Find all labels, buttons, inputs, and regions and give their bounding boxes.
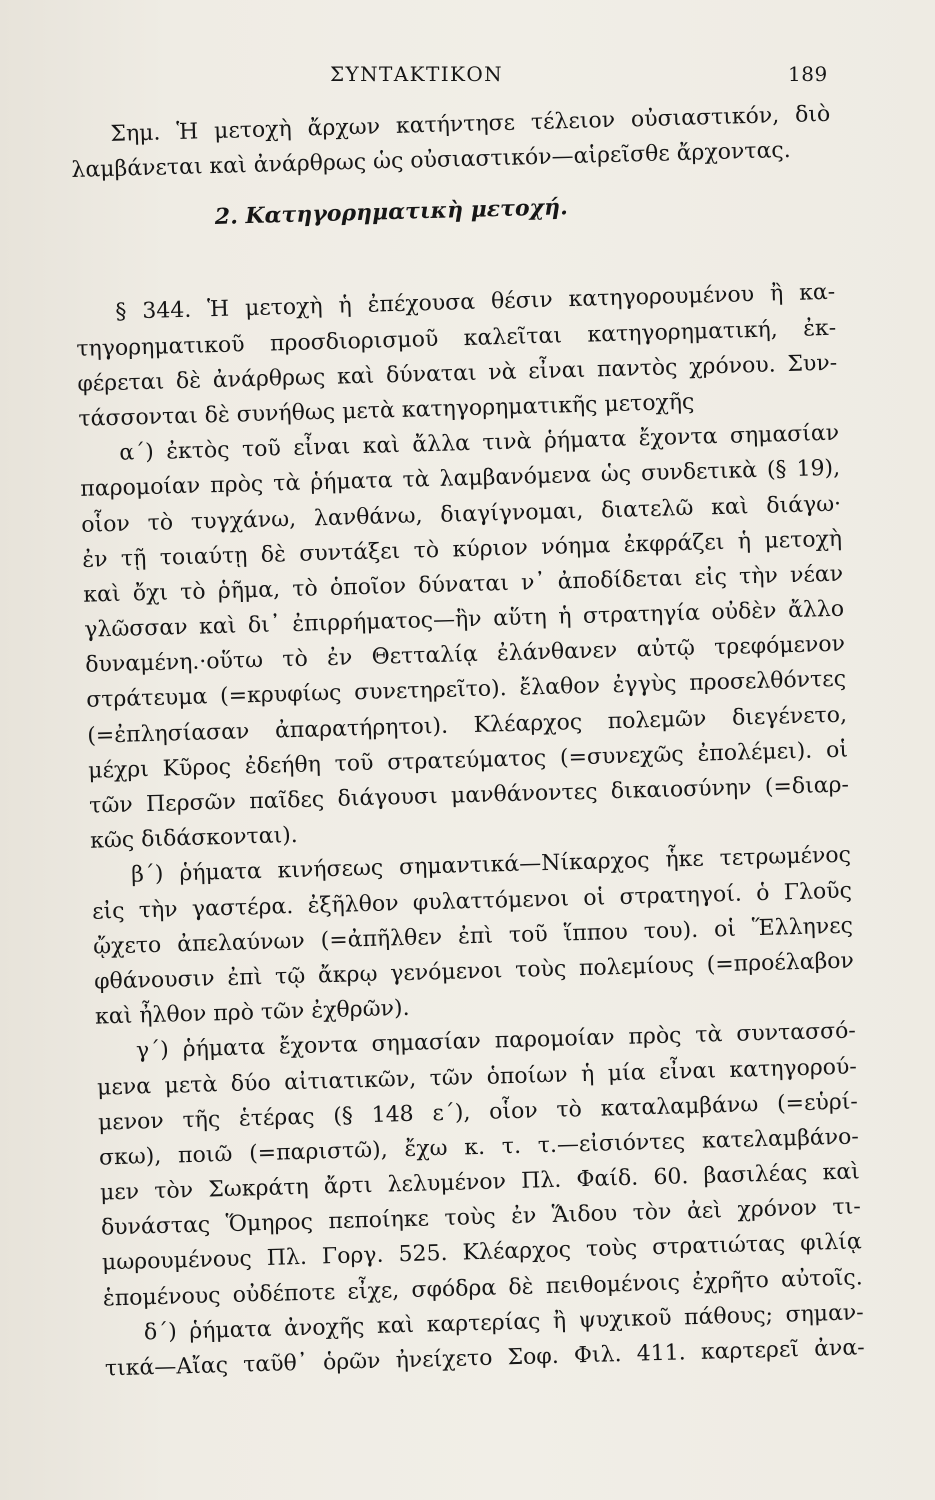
paragraph-line: γ΄) ῥήματα ἔχοντα σημασίαν παρομοίαν πρὸς τὰ συντασσό-: [135, 1018, 857, 1064]
paragraph-line: μέχρι Κῦρος ἐδεήθη τοῦ στρατεύματος (=συνεχῶς ἐπολέμει). οἱ: [87, 737, 849, 784]
paragraph-line: μωρουμένους Πλ. Γοργ. 525. Κλέαρχος τοὺς στρατιώτας φιλίᾳ: [101, 1229, 863, 1276]
page-number: 189: [788, 62, 828, 86]
paragraph-line: ᾤχετο ἀπελαύνων (=ἀπῆλθεν ἐπὶ τοῦ ἵππου του). οἱ Ἕλληνες: [92, 913, 854, 960]
paragraph-line: φέρεται δὲ ἀνάρθρως καὶ δύναται νὰ εἶναι παντὸς χρόνου. Συν-: [77, 350, 838, 397]
paragraph-line: τῶν Περσῶν παῖδες διάγουσι μανθάνοντες δικαιοσύνην (=διαρ-: [88, 772, 850, 819]
paragraph-line: τικά—Αἴας ταῦθ᾽ ὁρῶν ἠνείχετο Σοφ. Φιλ. 411. καρτερεῖ ἀνα-: [104, 1335, 865, 1382]
note-line: λαμβάνεται καὶ ἀνάρθρως ὡς οὐσιαστικόν—αἱρεῖσθε ἄρχοντας.: [71, 138, 792, 184]
paragraph-line: α΄) ἐκτὸς τοῦ εἶναι καὶ ἄλλα τινὰ ῥήματα ἔχοντα σημασίαν: [119, 420, 840, 466]
paragraph-line: δυνάστας Ὅμηρος πεποίηκε τοὺς ἐν Ἅιδου τὸν ἀεὶ χρόνον τι-: [100, 1194, 862, 1241]
paragraph-line: οἷον τὸ τυγχάνω, λανθάνω, διαγίγνομαι, διατελῶ καὶ διάγω·: [81, 491, 842, 538]
section-title: 2. Κατηγορηματικὴ μετοχή.: [214, 194, 569, 231]
paragraph-line: καὶ ὄχι τὸ ῥῆμα, τὸ ὁποῖον δύναται ν᾽ ἀποδίδεται εἰς τὴν νέαν: [82, 561, 844, 608]
paragraph-line: σκω), ποιῶ (=παριστῶ), ἔχω κ. τ. τ.—εἰσιόντες κατελαμβάνο-: [98, 1124, 860, 1171]
paragraph-line: § 344. Ἡ μετοχὴ ἡ ἐπέχουσα θέσιν κατηγορουμένου ἢ κα-: [115, 280, 836, 326]
paragraph-line: μεν τὸν Σωκράτη ἄρτι λελυμένον Πλ. Φαίδ. 60. βασιλέας καὶ: [99, 1159, 861, 1206]
paragraph-line: εἰς τὴν γαστέρα. ἐξῆλθον φυλαττόμενοι οἱ στρατηγοί. ὁ Γλοῦς: [91, 878, 853, 925]
paragraph-line: παρομοίαν πρὸς τὰ ῥήματα τὰ λαμβανόμενα ὡς συνδετικὰ (§ 19),: [80, 455, 841, 503]
paragraph-line: μενον τῆς ἑτέρας (§ 148 ε΄), οἷον τὸ καταλαμβάνω (=εὑρί-: [97, 1089, 859, 1136]
paragraph-line: φθάνουσιν ἐπὶ τῷ ἄκρῳ γενόμενοι τοὺς πολεμίους (=προέλαβον: [93, 948, 855, 995]
paragraph-line: δ΄) ῥήματα ἀνοχῆς καὶ καρτερίας ἢ ψυχικοῦ πάθους; σημαν-: [143, 1300, 865, 1346]
paragraph-line: ἐν τῇ τοιαύτῃ δὲ συντάξει τὸ κύριον νόημα ἐκφράζει ἡ μετοχὴ: [81, 526, 843, 573]
running-head: ΣΥΝΤΑΚΤΙΚΟΝ: [330, 62, 504, 86]
paragraph-line: ἑπομένους οὐδέποτε εἶχε, σφόδρα δὲ πειθομένοις ἐχρῆτο αὐτοῖς.: [102, 1264, 864, 1312]
paragraph-line: στράτευμα (=κρυφίως συνετηρεῖτο). ἔλαθον ἐγγὺς προσελθόντες: [85, 666, 847, 714]
paragraph-line: (=ἐπλησίασαν ἀπαρατήρητοι). Κλέαρχος πολεμῶν διεγένετο,: [86, 702, 848, 749]
paragraph-line: γλῶσσαν καὶ δι᾽ ἐπιρρήματος—ἣν αὕτη ἡ στρατηγία οὐδὲν ἄλλο: [83, 596, 845, 643]
page-header: [0, 62, 935, 102]
note-line: Σημ. Ἡ μετοχὴ ἄρχων κατήντησε τέλειον οὐσιαστικόν, διὸ: [110, 101, 831, 147]
paragraph-line: μενα μετὰ δύο αἰτιατικῶν, τῶν ὁποίων ἡ μία εἶναι κατηγορού-: [96, 1053, 858, 1101]
paragraph-line: δυναμένη.·οὕτω τὸ ἐν Θετταλίᾳ ἐλάνθανεν αὐτῷ τρεφόμενον: [84, 631, 846, 679]
paragraph-line: τηγορηματικοῦ προσδιορισμοῦ καλεῖται κατηγορηματική, ἐκ-: [76, 315, 837, 362]
paragraph-line: κῶς διδάσκονται).: [89, 823, 299, 854]
paragraph-line: καὶ ἦλθον πρὸ τῶν ἐχθρῶν).: [94, 995, 410, 1030]
paragraph-line: β΄) ῥήματα κινήσεως σημαντικά—Νίκαρχος ἧκε τετρωμένος: [130, 842, 852, 888]
paragraph-line: τάσσονται δὲ συνήθως μετὰ κατηγορηματικῆς μετοχῆς: [78, 389, 695, 432]
page-body: [70, 97, 865, 1387]
